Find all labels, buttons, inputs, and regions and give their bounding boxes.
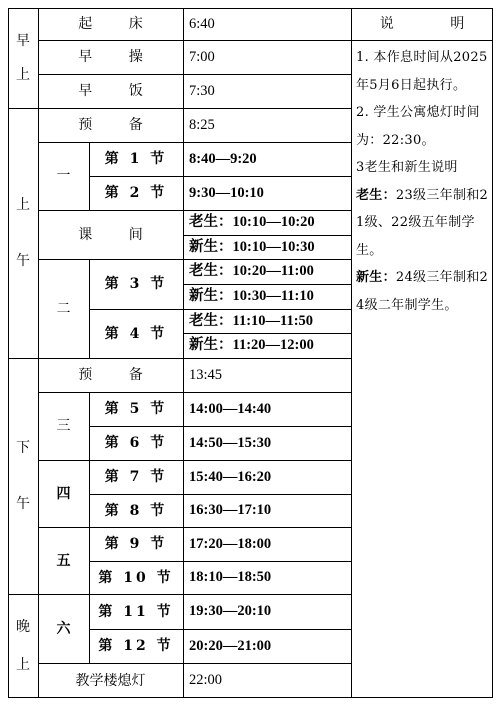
period-name: 第 11 节 <box>98 603 174 620</box>
row-name: 起 床 <box>78 16 159 32</box>
period-time-new: 新生：11:20—12:00 <box>189 337 314 354</box>
period-name: 第 5 节 <box>104 401 168 417</box>
period-time-new: 新生：10:10—10:30 <box>189 238 315 255</box>
period-time: 18:10—18:50 <box>189 569 272 586</box>
period-time: 9:30—10:10 <box>189 184 264 201</box>
row-name: 教学楼熄灯 <box>75 672 146 689</box>
block-label: 三 <box>56 418 71 434</box>
block-label: 四 <box>56 485 71 502</box>
period-time-old: 老生：10:10—10:20 <box>189 214 315 231</box>
period-name: 第 8 节 <box>104 502 168 519</box>
block-label: 二 <box>56 300 71 317</box>
period-name: 第 1 节 <box>104 151 168 167</box>
period-time: 19:30—20:10 <box>189 603 272 620</box>
note-new-key: 新生： <box>356 270 396 285</box>
period-time: 14:50—15:30 <box>189 434 272 451</box>
row-time: 22:00 <box>189 672 223 689</box>
period-time: 14:00—14:40 <box>189 400 272 417</box>
note-old-text: 23级三年制和21级、22级五年制学生。 <box>356 187 489 258</box>
note-line: 1. 本作息时间从2025年5月6日起执行。 <box>356 50 488 93</box>
section-char: 午 <box>16 253 30 269</box>
section-char: 午 <box>16 496 30 512</box>
period-time-new: 新生：10:30—11:10 <box>189 288 314 305</box>
period-time: 16:30—17:10 <box>189 502 272 519</box>
notes-body <box>356 44 490 319</box>
period-name: 第 10 节 <box>98 569 174 586</box>
row-name: 课 间 <box>78 226 159 243</box>
note-old-key: 老生： <box>356 187 396 203</box>
row-name: 预 备 <box>78 367 159 383</box>
notes-title: 说 明 <box>379 16 491 32</box>
period-time: 17:20—18:00 <box>189 535 272 552</box>
period-name: 第 4 节 <box>104 325 168 342</box>
row-name: 早 操 <box>78 49 159 65</box>
section-label-morning-early <box>8 8 38 108</box>
period-name: 第 9 节 <box>104 536 168 552</box>
period-name: 第 2 节 <box>104 185 168 201</box>
section-label-afternoon <box>8 358 38 594</box>
period-time: 8:40—9:20 <box>189 150 257 167</box>
row-name: 早 饭 <box>78 83 159 99</box>
divider <box>351 8 352 698</box>
section-char: 上 <box>16 197 30 213</box>
section-char: 早 <box>16 33 30 49</box>
period-time: 15:40—16:20 <box>189 468 272 485</box>
row-time: 13:45 <box>189 366 223 383</box>
note-line: 2. 学生公寓熄灯时间为：22:30。 <box>356 105 480 148</box>
period-time: 20:20—21:00 <box>189 637 272 654</box>
section-char: 下 <box>16 440 30 456</box>
period-time-old: 老生：10:20—11:00 <box>189 263 314 280</box>
period-name: 第 7 节 <box>104 469 168 485</box>
section-label-forenoon <box>8 108 38 358</box>
period-name: 第 12 节 <box>98 638 174 654</box>
block-label: 六 <box>56 620 71 637</box>
row-name: 预 备 <box>78 117 159 133</box>
period-time-old: 老生：11:10—11:50 <box>189 312 314 329</box>
note-new-text: 24级三年制和24级二年制学生。 <box>356 270 489 313</box>
row-time: 7:30 <box>189 82 215 99</box>
block-label: 一 <box>56 168 71 184</box>
block-label: 五 <box>56 552 71 569</box>
row-time: 8:25 <box>189 116 215 133</box>
period-name: 第 6 节 <box>104 435 168 451</box>
row-time: 7:00 <box>189 48 215 65</box>
row-time: 6:40 <box>189 15 215 32</box>
note-old <box>356 182 490 265</box>
section-label-evening <box>8 594 38 698</box>
note-new <box>356 264 490 319</box>
divider <box>351 40 493 41</box>
section-char: 上 <box>16 657 30 673</box>
section-char: 上 <box>16 67 30 83</box>
note-line: 3老生和新生说明 <box>356 160 458 175</box>
section-char: 晚 <box>16 619 30 635</box>
period-name: 第 3 节 <box>104 276 168 292</box>
